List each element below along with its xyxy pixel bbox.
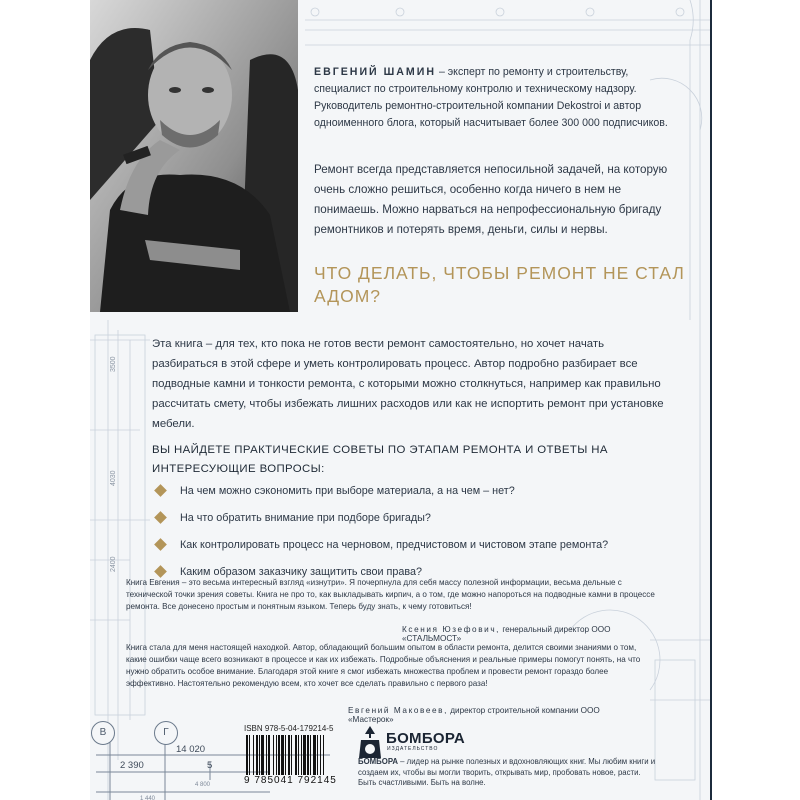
dimension-label-vertical: 3500: [110, 356, 117, 372]
tip-text: На что обратить внимание при подборе бригады?: [180, 512, 431, 524]
diamond-bullet-icon: [154, 511, 167, 524]
dimension-label: 14 020: [176, 744, 206, 755]
diamond-bullet-icon: [154, 538, 167, 551]
barcode-bar: [313, 735, 316, 775]
barcode-bar: [261, 735, 264, 775]
tip-text: Как контролировать процесс на черновом, предчистовом и чистовом этапе ремонта?: [180, 539, 609, 551]
barcode-bar: [273, 735, 274, 775]
barcode-bar: [253, 735, 254, 775]
barcode-bar: [246, 735, 248, 775]
barcode-bar: [268, 735, 270, 775]
reviewer-role: генеральный директор ООО «СТАЛЬМОСТ»: [402, 625, 611, 643]
publisher-lead: БОМБОРА: [358, 757, 398, 766]
publisher-brand-sub: ИЗДАТЕЛЬСТВО: [387, 746, 439, 752]
barcode-bar: [266, 735, 267, 775]
dimension-label: 4 800: [195, 782, 211, 788]
barcode-bar: [301, 735, 302, 775]
author-bio: [314, 64, 684, 132]
review-quote: Книга стала для меня настоящей находкой. Автор, обладающий большим опытом в области ремонта, делится своими знаниями о том, какие ошибки чаще всего возникают в процессе и как их избежать. Подробные объяснения и реальные примеры помогут понять, на что нужно обратить особое внимание. Благодаря этой книге я смог избежать множества проблем и провести ремонт гораздо более эффективно. Настоятельно рекомендую всем, кто хочет все сделать правильно с первого раза!: [126, 643, 641, 688]
barcode-bar: [276, 735, 277, 775]
diamond-bullet-icon: [154, 484, 167, 497]
author-photo: [90, 0, 298, 312]
dimension-label: 5: [207, 760, 213, 771]
list-item: [156, 511, 696, 538]
reviewer-name: Евгений Маковеев,: [348, 706, 448, 715]
barcode-bar: [278, 735, 280, 775]
barcode-bar: [291, 735, 292, 775]
axis-label-b: В: [91, 721, 115, 745]
barcode-bar: [288, 735, 290, 775]
barcode-bar: [307, 735, 309, 775]
reviewer-name: Ксения Юзефович,: [402, 625, 501, 634]
tips-list: [156, 484, 696, 592]
author-name: ЕВГЕНИЙ ШАМИН: [314, 66, 436, 78]
tip-text: На чем можно сэкономить при выборе материала, а на чем – нет?: [180, 485, 515, 497]
about-paragraph: Эта книга – для тех, кто пока не готов вести ремонт самостоятельно, но хочет начать разбираться в этой сфере и уметь контролировать процесс. Автор подробно разбирает все подводные камни и тонкости ремонта, с которыми можно столкнуться, например как правильно рассчитать смету, чтобы избежать лишних расходов или как не испортить ремонт при установке мебели.: [152, 338, 664, 430]
barcode-bar: [303, 735, 306, 775]
author-bio-text: – эксперт по ремонту и строительству, специалист по строительному контролю и техническому надзору. Руководитель ремонтно-строительной компании Dekostroi и автор одноименного блога, который насчитывает более 300 000 подписчиков.: [314, 66, 668, 129]
dimension-label-vertical: 2400: [110, 556, 117, 572]
barcode-bar: [285, 735, 286, 775]
tip-text: Каким образом заказчику защитить свои права?: [180, 566, 423, 578]
isbn-label: ISBN 978-5-04-179214-5: [244, 724, 334, 733]
back-cover: [90, 0, 710, 800]
barcode-bar: [281, 735, 284, 775]
barcode-bar: [298, 735, 299, 775]
list-item: [156, 538, 696, 565]
barcode-bar: [323, 735, 324, 775]
review-signature: [348, 706, 618, 724]
headline-question: ЧТО ДЕЛАТЬ, ЧТОБЫ РЕМОНТ НЕ СТАЛ АДОМ?: [314, 263, 685, 306]
barcode-bar: [320, 735, 321, 775]
diamond-bullet-icon: [154, 565, 167, 578]
publisher-text: – лидер на рынке полезных и вдохновляющих книг. Мы любим книги и создаем их, чтобы вы могли творить, открывать мир, пробовать новое, расти. Быть счастливыми. Быть на волне.: [358, 757, 656, 787]
tips-heading: ВЫ НАЙДЕТЕ ПРАКТИЧЕСКИЕ СОВЕТЫ ПО ЭТАПАМ РЕМОНТА И ОТВЕТЫ НА ИНТЕРЕСУЮЩИЕ ВОПРОСЫ:: [152, 444, 608, 475]
axis-label-g: Г: [154, 721, 178, 745]
barcode-bar: [256, 735, 258, 775]
dimension-label: 1 440: [140, 796, 156, 800]
barcode-bar: [295, 735, 297, 775]
list-item: [156, 484, 696, 511]
review-signature: [402, 625, 618, 643]
barcode-bar: [259, 735, 260, 775]
dimension-label: 2 390: [120, 760, 144, 771]
intro-paragraph: Ремонт всегда представляется непосильной задачей, на которую очень сложно решиться, особенно когда ничего в нем не понимаешь. Можно нарваться на непрофессиональную бригаду ремонтников и потерять время, деньги, силы и нервы.: [314, 163, 668, 236]
publisher-description: [358, 757, 658, 789]
barcode-bar: [249, 735, 250, 775]
barcode: [244, 735, 362, 777]
barcode-bar: [317, 735, 318, 775]
publisher-brand: БОМБОРА: [386, 730, 466, 747]
review-quote: Книга Евгения – это весьма интересный взгляд «изнутри». Я почерпнула для себя массу полезной информации, весьма дельные с технической точки зрения советы. Книга не про то, как выкладывать кирпич, а о том, где можно напороться на подводные камни в процессе ремонта. Все донесено простым и понятным языком. Теперь буду знать, к чему готовиться!: [126, 578, 655, 611]
barcode-bar: [310, 735, 311, 775]
reviewer-role: директор строительной компании ООО «Мастерок»: [348, 706, 600, 724]
publisher-logo-icon: [356, 724, 384, 760]
barcode-number: 9 785041 792145: [244, 775, 337, 786]
dimension-label-vertical: 4030: [110, 470, 117, 486]
